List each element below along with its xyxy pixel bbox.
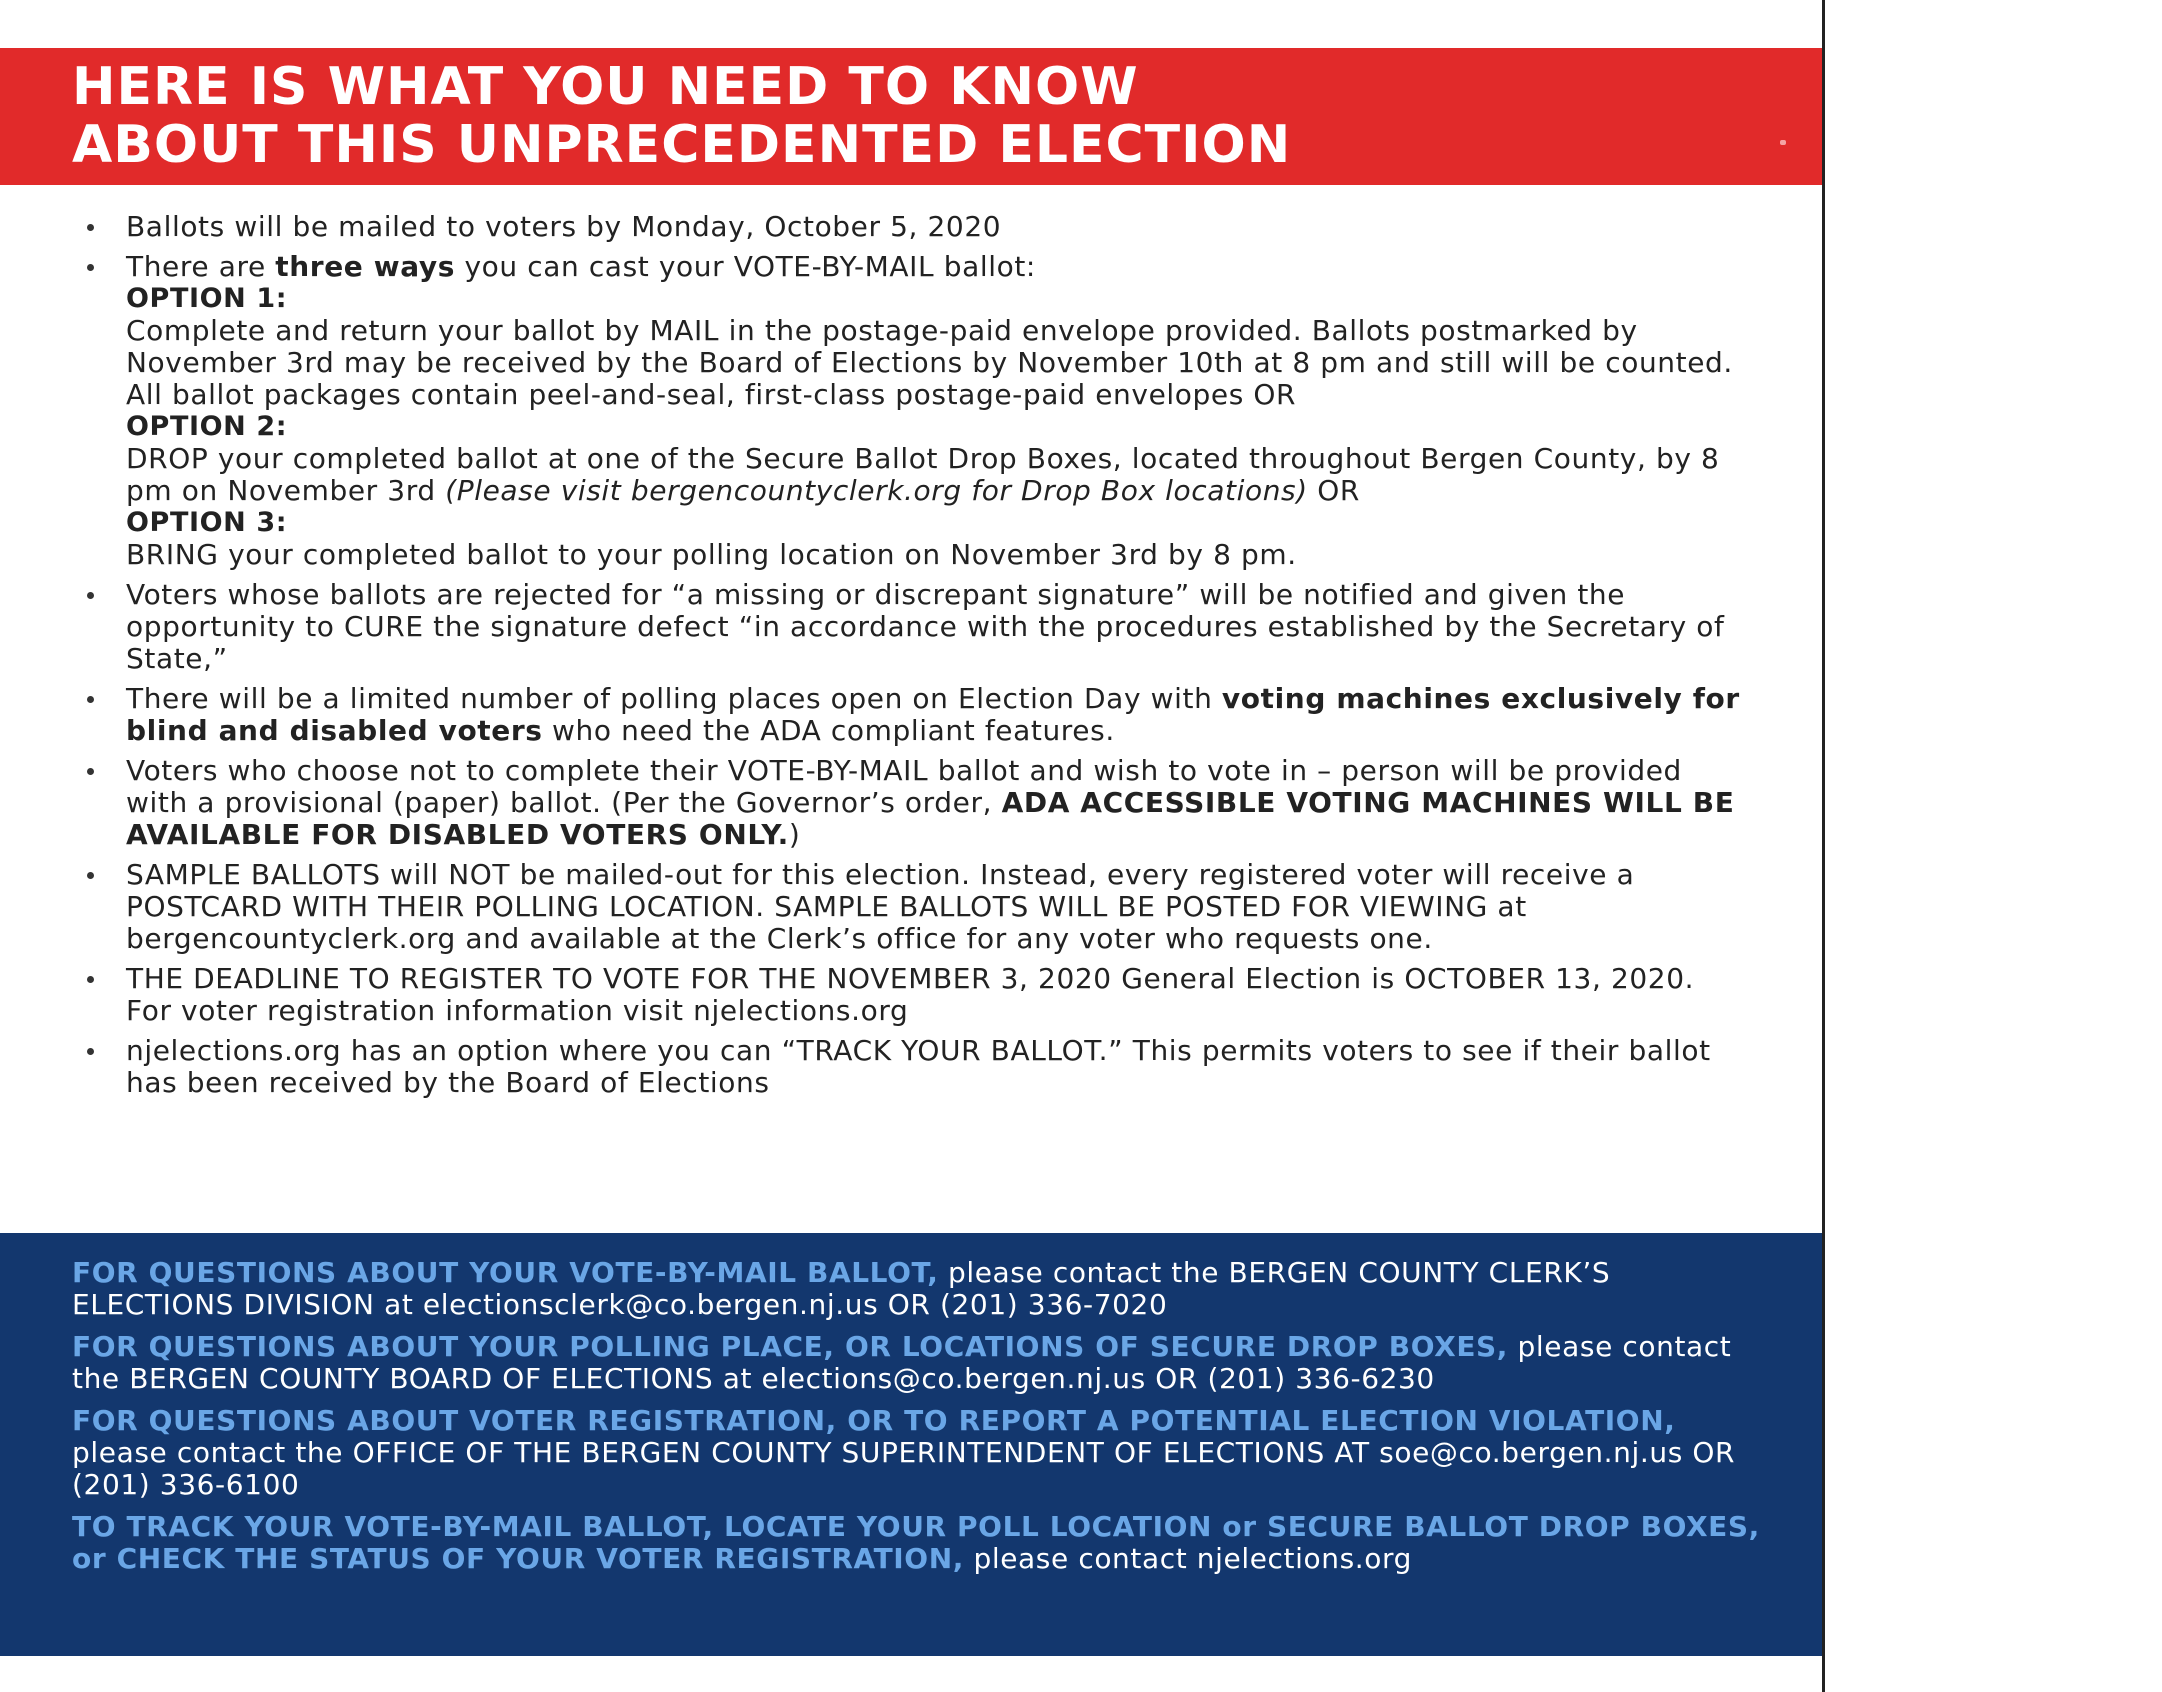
bullet-text-polling-places	[126, 683, 1740, 747]
bold-segment: voting machines exclusively for blind and disabled voters	[126, 682, 1740, 747]
bullet-icon	[87, 592, 94, 599]
text-segment: There are	[126, 250, 276, 283]
scan-speck	[1780, 140, 1786, 145]
contact-footer	[0, 1233, 1822, 1656]
bullet-text-track-ballot: njelections.org has an option where you can “TRACK YOUR BALLOT.” This permits voters to see if their ballot has been received by the Board of Elections	[126, 1034, 1711, 1099]
bullet-text-provisional-ballot	[126, 755, 1740, 851]
option-2-heading: OPTION 2:	[126, 411, 288, 442]
header-banner	[0, 48, 1822, 185]
contact-heading: TO TRACK YOUR VOTE-BY-MAIL BALLOT, LOCATE YOUR POLL LOCATION or SECURE BALLOT DROP BOXES, or CHECK THE STATUS OF YOUR VOTER REGISTRATION,	[72, 1510, 1760, 1575]
list-item	[80, 1035, 1740, 1099]
bullet-text-registration-deadline: THE DEADLINE TO REGISTER TO VOTE FOR THE NOVEMBER 3, 2020 General Election is OCTOBER 13, 2020. For voter registration information visit njelections.org	[126, 962, 1695, 1027]
contact-text: please contact njelections.org	[963, 1542, 1413, 1575]
list-item	[80, 755, 1740, 851]
text-segment: )	[788, 818, 801, 851]
list-item	[80, 963, 1740, 1027]
list-item	[80, 251, 1740, 571]
bullet-icon	[87, 696, 94, 703]
contact-list	[72, 1257, 1772, 1585]
italic-segment: (Please visit bergencountyclerk.org for Drop Box locations)	[445, 474, 1308, 507]
text-segment: OR	[1307, 474, 1360, 507]
bullet-icon	[87, 872, 94, 879]
option-3-heading: OPTION 3:	[126, 507, 288, 538]
banner-title-line-2: ABOUT THIS UNPRECEDENTED ELECTION	[72, 115, 1292, 175]
option-1-text: Complete and return your ballot by MAIL in the postage-paid envelope provided. Ballots postmarked by November 3rd may be received by the Board of Elections by November 10th at 8 pm and still will be counted. All ballot packages contain peel-and-seal, first-class postage-paid envelopes OR	[126, 314, 1733, 411]
list-item	[80, 579, 1740, 675]
option-3-text: BRING your completed ballot to your polling location on November 3rd by 8 pm.	[126, 538, 1297, 571]
banner-title	[72, 58, 1291, 174]
bullet-text-mail-date: Ballots will be mailed to voters by Monday, October 5, 2020	[126, 210, 1002, 243]
list-item	[80, 211, 1740, 243]
bullet-icon	[87, 1048, 94, 1055]
bold-segment: ADA ACCESSIBLE VOTING MACHINES WILL BE AVAILABLE FOR DISABLED VOTERS ONLY.	[126, 786, 1735, 851]
contact-block-track-ballot	[72, 1511, 1772, 1575]
bullet-icon	[87, 224, 94, 231]
text-segment: who need the ADA compliant features.	[542, 714, 1115, 747]
bullet-text-signature-cure: Voters whose ballots are rejected for “a missing or discrepant signature” will be notified and given the opportunity to CURE the signature defect “in accordance with the procedures established by the Secretary of State,”	[126, 578, 1725, 675]
bullet-icon	[87, 264, 94, 271]
info-list	[80, 211, 1740, 1107]
contact-block-vote-by-mail	[72, 1257, 1772, 1321]
bullet-text-sample-ballots: SAMPLE BALLOTS will NOT be mailed-out for this election. Instead, every registered voter will receive a POSTCARD WITH THEIR POLLING LOCATION. SAMPLE BALLOTS WILL BE POSTED FOR VIEWING at bergencountyclerk.org and available at the Clerk’s office for any voter who requests one.	[126, 858, 1635, 955]
list-item	[80, 683, 1740, 747]
list-item	[80, 859, 1740, 955]
bold-segment: three ways	[275, 250, 455, 283]
contact-block-voter-registration	[72, 1405, 1772, 1501]
option-1-heading: OPTION 1:	[126, 283, 288, 314]
contact-text: please contact the OFFICE OF THE BERGEN COUNTY SUPERINTENDENT OF ELECTIONS AT soe@co.bergen.nj.us OR (201) 336-6100	[72, 1436, 1736, 1501]
text-segment: There will be a limited number of polling places open on Election Day with	[126, 682, 1222, 715]
text-segment: DROP your completed ballot at one of the Secure Ballot Drop Boxes, located throughout Bergen County, by 8 pm on November 3rd	[126, 442, 1720, 507]
text-segment: Voters who choose not to complete their VOTE-BY-MAIL ballot and wish to vote in – person will be provided with a provisional (paper) ballot. (Per the Governor’s order,	[126, 754, 1682, 819]
option-2-text	[126, 443, 1740, 507]
contact-heading: FOR QUESTIONS ABOUT YOUR VOTE-BY-MAIL BALLOT,	[72, 1256, 939, 1289]
banner-title-line-1: HERE IS WHAT YOU NEED TO KNOW	[72, 57, 1139, 117]
bullet-icon	[87, 768, 94, 775]
text-segment: you can cast your VOTE-BY-MAIL ballot:	[454, 250, 1036, 283]
contact-block-polling-place	[72, 1331, 1772, 1395]
contact-heading: FOR QUESTIONS ABOUT VOTER REGISTRATION, OR TO REPORT A POTENTIAL ELECTION VIOLATION,	[72, 1404, 1676, 1437]
bullet-icon	[87, 976, 94, 983]
contact-text: please contact the BERGEN COUNTY BOARD OF ELECTIONS at elections@co.bergen.nj.us OR (201) 336-6230	[72, 1330, 1732, 1395]
bullet-text-three-ways	[126, 251, 1740, 283]
contact-text: please contact the BERGEN COUNTY CLERK’S ELECTIONS DIVISION at electionsclerk@co.bergen.nj.us OR (201) 336-7020	[72, 1256, 1611, 1321]
contact-heading: FOR QUESTIONS ABOUT YOUR POLLING PLACE, OR LOCATIONS OF SECURE DROP BOXES,	[72, 1330, 1509, 1363]
